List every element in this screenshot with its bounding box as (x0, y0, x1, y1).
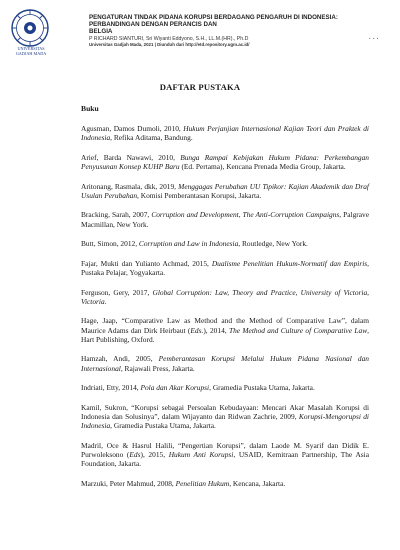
reference-text: , Refika Aditama, Bandung. (110, 133, 193, 143)
thesis-title-line-2: PERBANDINGAN DENGAN PERANCIS DAN (89, 21, 217, 28)
reference-list (81, 124, 369, 488)
reference-italic-title: Pemberantasan Korupsi Melalui Hukum Pidana Nasional dan Internasional (81, 354, 369, 373)
reference-entry (81, 239, 369, 248)
reference-text: ), 2015, (140, 449, 169, 459)
university-line-2: GADJAH MADA (15, 51, 47, 56)
reference-text: , Komisi Pemberantasan Korupsi, Jakarta. (137, 190, 262, 200)
university-line-1: UNIVERSITAS (17, 46, 45, 51)
reference-text: , Palgrave Macmillan, New York. (81, 210, 369, 229)
repository-line: Universitas Gadjah Mada, 2021 | Diunduh dari http://etd.repository.ugm.ac.id/ (89, 42, 250, 47)
reference-italic-title: Hukum Perjanjian Internasional Kajian Teori dan Praktek di Indonesia (81, 124, 369, 143)
reference-entry (81, 124, 369, 142)
thesis-title-line-3: BELGIA (89, 28, 113, 35)
reference-text: , Rajawali Press, Jakarta. (120, 363, 195, 373)
reference-text: Agusman, Damos Dumoli, 2010, (81, 124, 184, 133)
reference-italic-title: The Method and Culture of Comparative Law (228, 325, 368, 335)
thesis-title-line-1: PENGATURAN TINDAK PIDANA KORUPSI BERDAGANG PENGARUH DI INDONESIA: (89, 14, 338, 21)
reference-entry (81, 259, 369, 277)
reference-text: Arief, Barda Nawawi, 2010, (81, 152, 181, 162)
reference-italic-title: Dualisme Penelitian Hukum-Normatif dan Empiris (211, 258, 368, 268)
reference-text: , Kencana, Jakarta. (229, 478, 286, 488)
reference-italic-title: Corruption and Law in Indonesia (138, 239, 239, 249)
reference-text: Hamzah, Andi, 2005, (81, 354, 159, 364)
reference-text: Kamil, Sukron, “Korupsi sebagai Persoalan Kebudayaan: Mencari Akar Masalah Korupsi di Indonesia dan Solusinya”, dalam Wijayanto dan Ridwan Zachrie, 2009, (81, 402, 369, 421)
reference-text: Bracking, Sarah, 2007, (81, 210, 152, 220)
reference-entry (81, 441, 369, 469)
reference-italic-title: Global Corruption: Law, Theory and Practice, University of Victoria, Victoria (81, 287, 370, 306)
page-title: DAFTAR PUSTAKA (159, 82, 241, 92)
header-text (89, 14, 369, 48)
reference-entry (81, 288, 369, 306)
reference-entry (81, 383, 369, 392)
reference-text: , Pustaka Pelajar, Yogyakarta. (81, 258, 370, 277)
reference-italic-title: Eds (129, 449, 141, 459)
reference-italic-title: Korupsi-Mengorupsi di Indonesia (81, 411, 369, 431)
reference-entry (81, 210, 369, 228)
reference-italic-title: Menggagas Perubahan UU Tipikor: Kajian Akademik dan Draf Usulan Perubahan (81, 181, 369, 200)
reference-text: Fajar, Mukti dan Yulianto Achmad, 2015, (81, 258, 212, 268)
reference-entry (81, 479, 369, 488)
reference-text: Ferguson, Gery, 2017, (81, 287, 153, 297)
reference-text: (Ed. Pertama), Kencana Prenada Media Group, Jakarta. (179, 162, 346, 171)
reference-text: Hage, Jaap, “Comparative Law as Method and the Method of Comparative Law”, dalam Maurice Adams dan Dirk Heirbaut ( (81, 316, 369, 335)
reference-text: Aritonang, Rasmala, dkk, 2019, (81, 181, 179, 191)
reference-text: , Gramedia Pustaka Utama, Jakarta. (110, 421, 216, 431)
university-name (8, 46, 54, 56)
reference-italic-title: Hukum Anti Korupsi (168, 449, 234, 459)
reference-entry (81, 182, 369, 200)
more-options-icon[interactable]: ... (368, 32, 380, 42)
author-line: P RICHARD SIANTURI, Sri Wiyanti Eddyono, S.H., LL.M.(HR)., Ph.D (89, 35, 249, 42)
reference-text: . (104, 296, 107, 306)
ugm-seal-icon (10, 8, 50, 48)
reference-entry (81, 403, 369, 431)
reference-text: , Routledge, New York. (238, 239, 308, 249)
reference-text: ), 2014, (203, 325, 229, 335)
reference-text: Marzuki, Peter Mahmud, 2008, (81, 478, 176, 488)
reference-italic-title: Pola dan Akar Korupsi (140, 383, 210, 393)
reference-text: , Hart Publishing, Oxford. (81, 325, 369, 344)
reference-italic-title: Penelitian Hukum (175, 478, 230, 488)
reference-text: , USAID, Kemitraan Partnership, The Asia Foundation, Jakarta. (81, 449, 369, 469)
reference-text: Butt, Simon, 2012, (81, 239, 139, 249)
bibliography-content (81, 104, 369, 498)
reference-text: Indriati, Etty, 2014, (81, 383, 141, 393)
reference-italic-title: Corruption and Development, The Anti-Corruption Campaigns (151, 210, 340, 220)
reference-italic-title: Eds. (190, 325, 204, 335)
reference-entry (81, 153, 369, 171)
reference-italic-title: Bunga Rampai Kebijakan Hukum Pidana: Perkembangan Penyusunan Konsep KUHP Baru (81, 152, 369, 171)
document-header (8, 6, 392, 68)
reference-entry (81, 316, 369, 344)
reference-entry (81, 354, 369, 372)
reference-text: , Gramedia Pustaka Utama, Jakarta. (209, 383, 315, 393)
section-title: Buku (81, 104, 99, 113)
reference-text: Madril, Oce & Hasrul Halili, “Pengertian Korupsi”, dalam Laode M. Syarif dan Didik E. Purwoleksono ( (81, 440, 369, 459)
